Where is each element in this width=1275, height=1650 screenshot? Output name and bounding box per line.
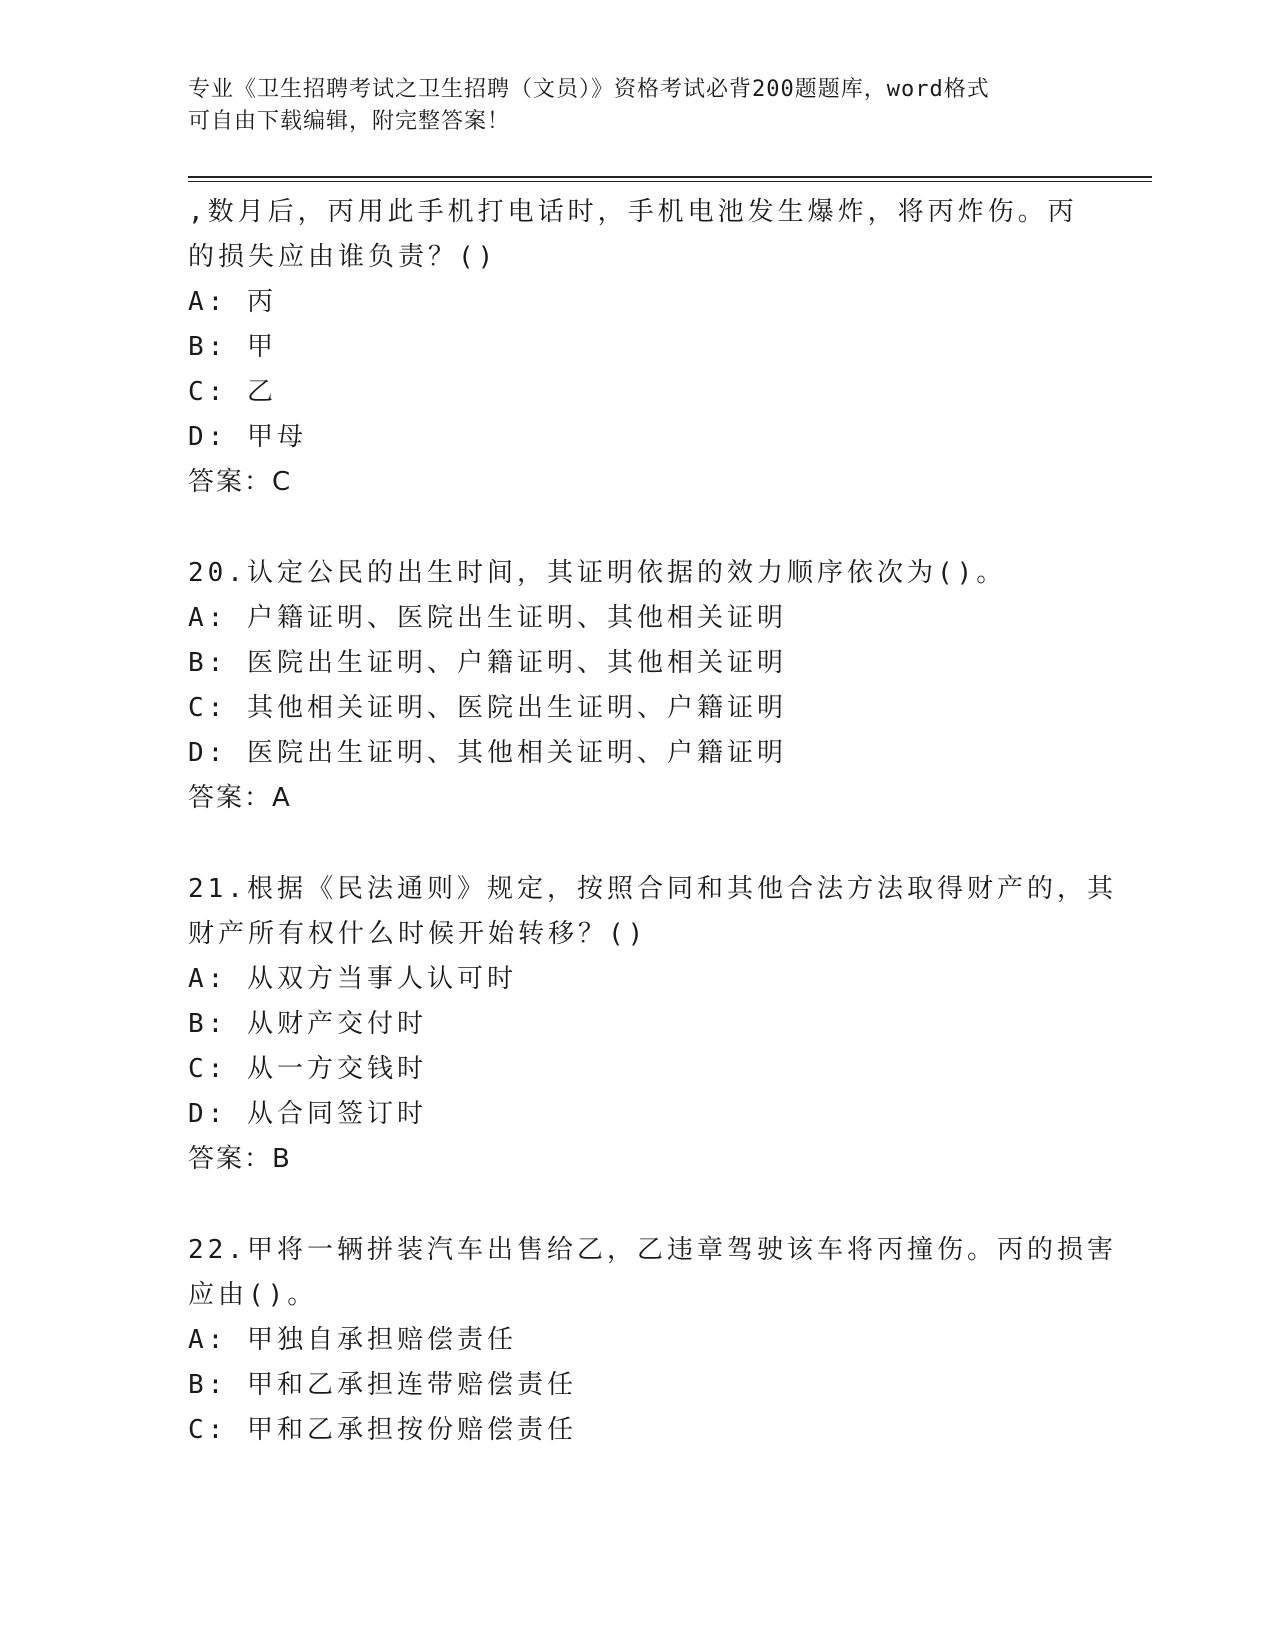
option-b: B: 甲和乙承担连带赔偿责任 xyxy=(188,1370,577,1400)
question-text: ,数月后，丙用此手机打电话时，手机电池发生爆炸，将丙炸伤。丙 xyxy=(188,197,1078,227)
option-a: A: 户籍证明、医院出生证明、其他相关证明 xyxy=(188,603,787,633)
option-d: D: 医院出生证明、其他相关证明、户籍证明 xyxy=(188,738,787,768)
question-block xyxy=(188,190,1088,505)
question-text: 20.认定公民的出生时间，其证明依据的效力顺序依次为()。 xyxy=(188,558,1007,588)
header-line-2: 可自由下载编辑，附完整答案！ xyxy=(188,109,511,134)
answer-line: 答案：C xyxy=(188,467,293,497)
header-line-1: 专业《卫生招聘考试之卫生招聘（文员）》资格考试必背200题题库，word格式 xyxy=(188,77,990,102)
option-c: C: 甲和乙承担按份赔偿责任 xyxy=(188,1415,577,1445)
question-text: 21.根据《民法通则》规定，按照合同和其他合法方法取得财产的，其 xyxy=(188,874,1117,904)
option-c: C: 从一方交钱时 xyxy=(188,1054,427,1084)
option-c: C: 乙 xyxy=(188,377,277,407)
option-a: A: 从双方当事人认可时 xyxy=(188,964,517,994)
question-block xyxy=(188,551,1088,821)
option-c: C: 其他相关证明、医院出生证明、户籍证明 xyxy=(188,693,787,723)
option-d: D: 从合同签订时 xyxy=(188,1099,427,1129)
option-b: B: 从财产交付时 xyxy=(188,1009,427,1039)
document-header xyxy=(188,74,1088,138)
question-block xyxy=(188,867,1117,1182)
question-text: 财产所有权什么时候开始转移？() xyxy=(188,919,648,949)
question-text: 22.甲将一辆拼装汽车出售给乙，乙违章驾驶该车将丙撞伤。丙的损害 xyxy=(188,1235,1117,1265)
question-text: 的损失应由谁负责？() xyxy=(188,242,498,272)
answer-line: 答案：B xyxy=(188,1144,292,1174)
header-rule-thin xyxy=(188,181,1152,182)
header-rule-thick xyxy=(188,176,1152,178)
option-b: B: 医院出生证明、户籍证明、其他相关证明 xyxy=(188,648,787,678)
option-b: B: 甲 xyxy=(188,332,277,362)
question-block xyxy=(188,1228,1117,1453)
question-list xyxy=(188,190,1117,1453)
question-text: 应由()。 xyxy=(188,1280,318,1310)
option-d: D: 甲母 xyxy=(188,422,307,452)
option-a: A: 丙 xyxy=(188,287,277,317)
answer-line: 答案：A xyxy=(188,783,292,813)
option-a: A: 甲独自承担赔偿责任 xyxy=(188,1325,517,1355)
